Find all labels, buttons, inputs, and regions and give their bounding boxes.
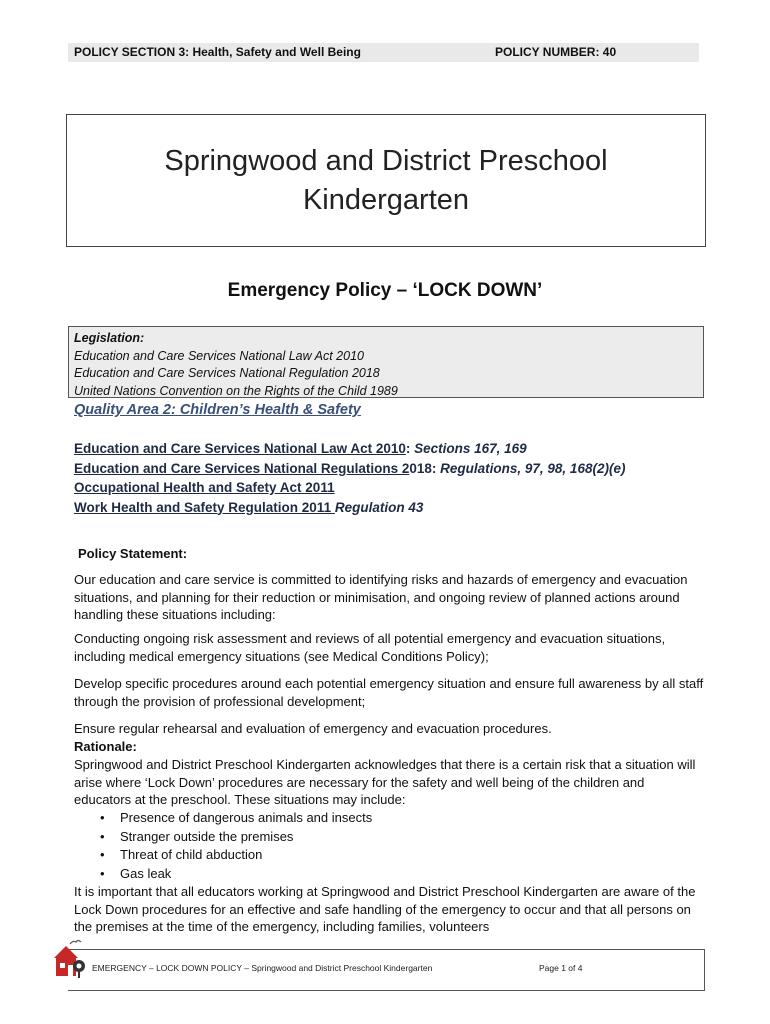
list-item: • Gas leak: [100, 865, 372, 884]
house-logo-icon: [50, 938, 90, 980]
law-reference: [74, 459, 625, 479]
law-reference: [74, 498, 625, 518]
document-title: Emergency Policy – ‘LOCK DOWN’: [227, 280, 543, 301]
list-item: • Threat of child abduction: [100, 846, 372, 865]
title-line-2: Kindergarten: [302, 183, 470, 216]
organisation-title: [164, 142, 607, 220]
legislation-item: United Nations Convention on the Rights of the Child 1989: [74, 383, 398, 398]
rationale-text: Springwood and District Preschool Kindergarten acknowledges that there is a certain risk that a situation will arise where ‘Lock Down’ procedures are necessary for the safety and well being of the children and educators at the preschool. These situations may include:: [74, 757, 696, 807]
list-item: • Presence of dangerous animals and insects: [100, 809, 372, 828]
policy-paragraph: Ensure regular rehearsal and evaluation of emergency and evacuation procedures.: [74, 721, 552, 736]
law-separator: :: [405, 441, 411, 456]
footer-page-number: Page 1 of 4: [539, 963, 583, 973]
law-references: [74, 439, 625, 517]
legislation-item: Education and Care Services National Law Act 2010: [74, 348, 364, 363]
policy-statement-heading: Policy Statement:: [78, 546, 188, 561]
policy-paragraph: Develop specific procedures around each potential emergency situation and ensure full awareness by all staff through the provision of professional development;: [74, 676, 704, 709]
law-detail: Regulation 43: [334, 499, 424, 515]
list-item: • Stranger outside the premises: [100, 828, 372, 847]
law-name: Work Health and Safety Regulation 2011: [74, 499, 335, 515]
law-reference: [74, 478, 625, 498]
law-name: Occupational Health and Safety Act 2011: [74, 480, 335, 495]
situation-list: [100, 809, 372, 883]
policy-header-bar: [68, 43, 699, 62]
policy-paragraph: Conducting ongoing risk assessment and reviews of all potential emergency and evacuation situations, including medical emergency situations (see Medical Conditions Policy);: [74, 631, 666, 664]
legislation-heading: Legislation:: [74, 331, 145, 345]
rationale-heading: Rationale:: [74, 739, 137, 754]
quality-area-heading: Quality Area 2: Children’s Health & Safety: [74, 402, 361, 418]
law-name: Education and Care Services National Regulations 2: [74, 460, 410, 476]
law-detail: Sections 167, 169: [410, 441, 527, 456]
law-separator: 018:: [409, 460, 437, 476]
rationale-closing: It is important that all educators working at Springwood and District Preschool Kindergarten are aware of the Lock Down procedures for an effective and safe handling of the emergency to occur and that all persons on the premises at the time of the emergency, including families, volunteers: [74, 884, 696, 934]
law-reference: [74, 439, 625, 459]
policy-paragraph: Our education and care service is committed to identifying risks and hazards of emergency and evacuation situations, and planning for their reduction or minimisation, and ongoing review of planned actions around handling these situations including:: [74, 572, 688, 622]
title-box: [66, 114, 706, 247]
title-line-1: Springwood and District Preschool: [164, 144, 608, 177]
law-name: Education and Care Services National Law Act 2010: [74, 441, 406, 456]
footer-title: EMERGENCY – LOCK DOWN POLICY – Springwood and District Preschool Kindergarten: [92, 963, 433, 973]
policy-number: POLICY NUMBER: 40: [495, 45, 617, 59]
legislation-box: [68, 326, 704, 398]
law-detail: Regulations, 97, 98, 168(2)(e): [436, 460, 626, 476]
legislation-item: Education and Care Services National Regulation 2018: [74, 366, 380, 380]
policy-section: POLICY SECTION 3: Health, Safety and Well Being: [74, 45, 361, 59]
